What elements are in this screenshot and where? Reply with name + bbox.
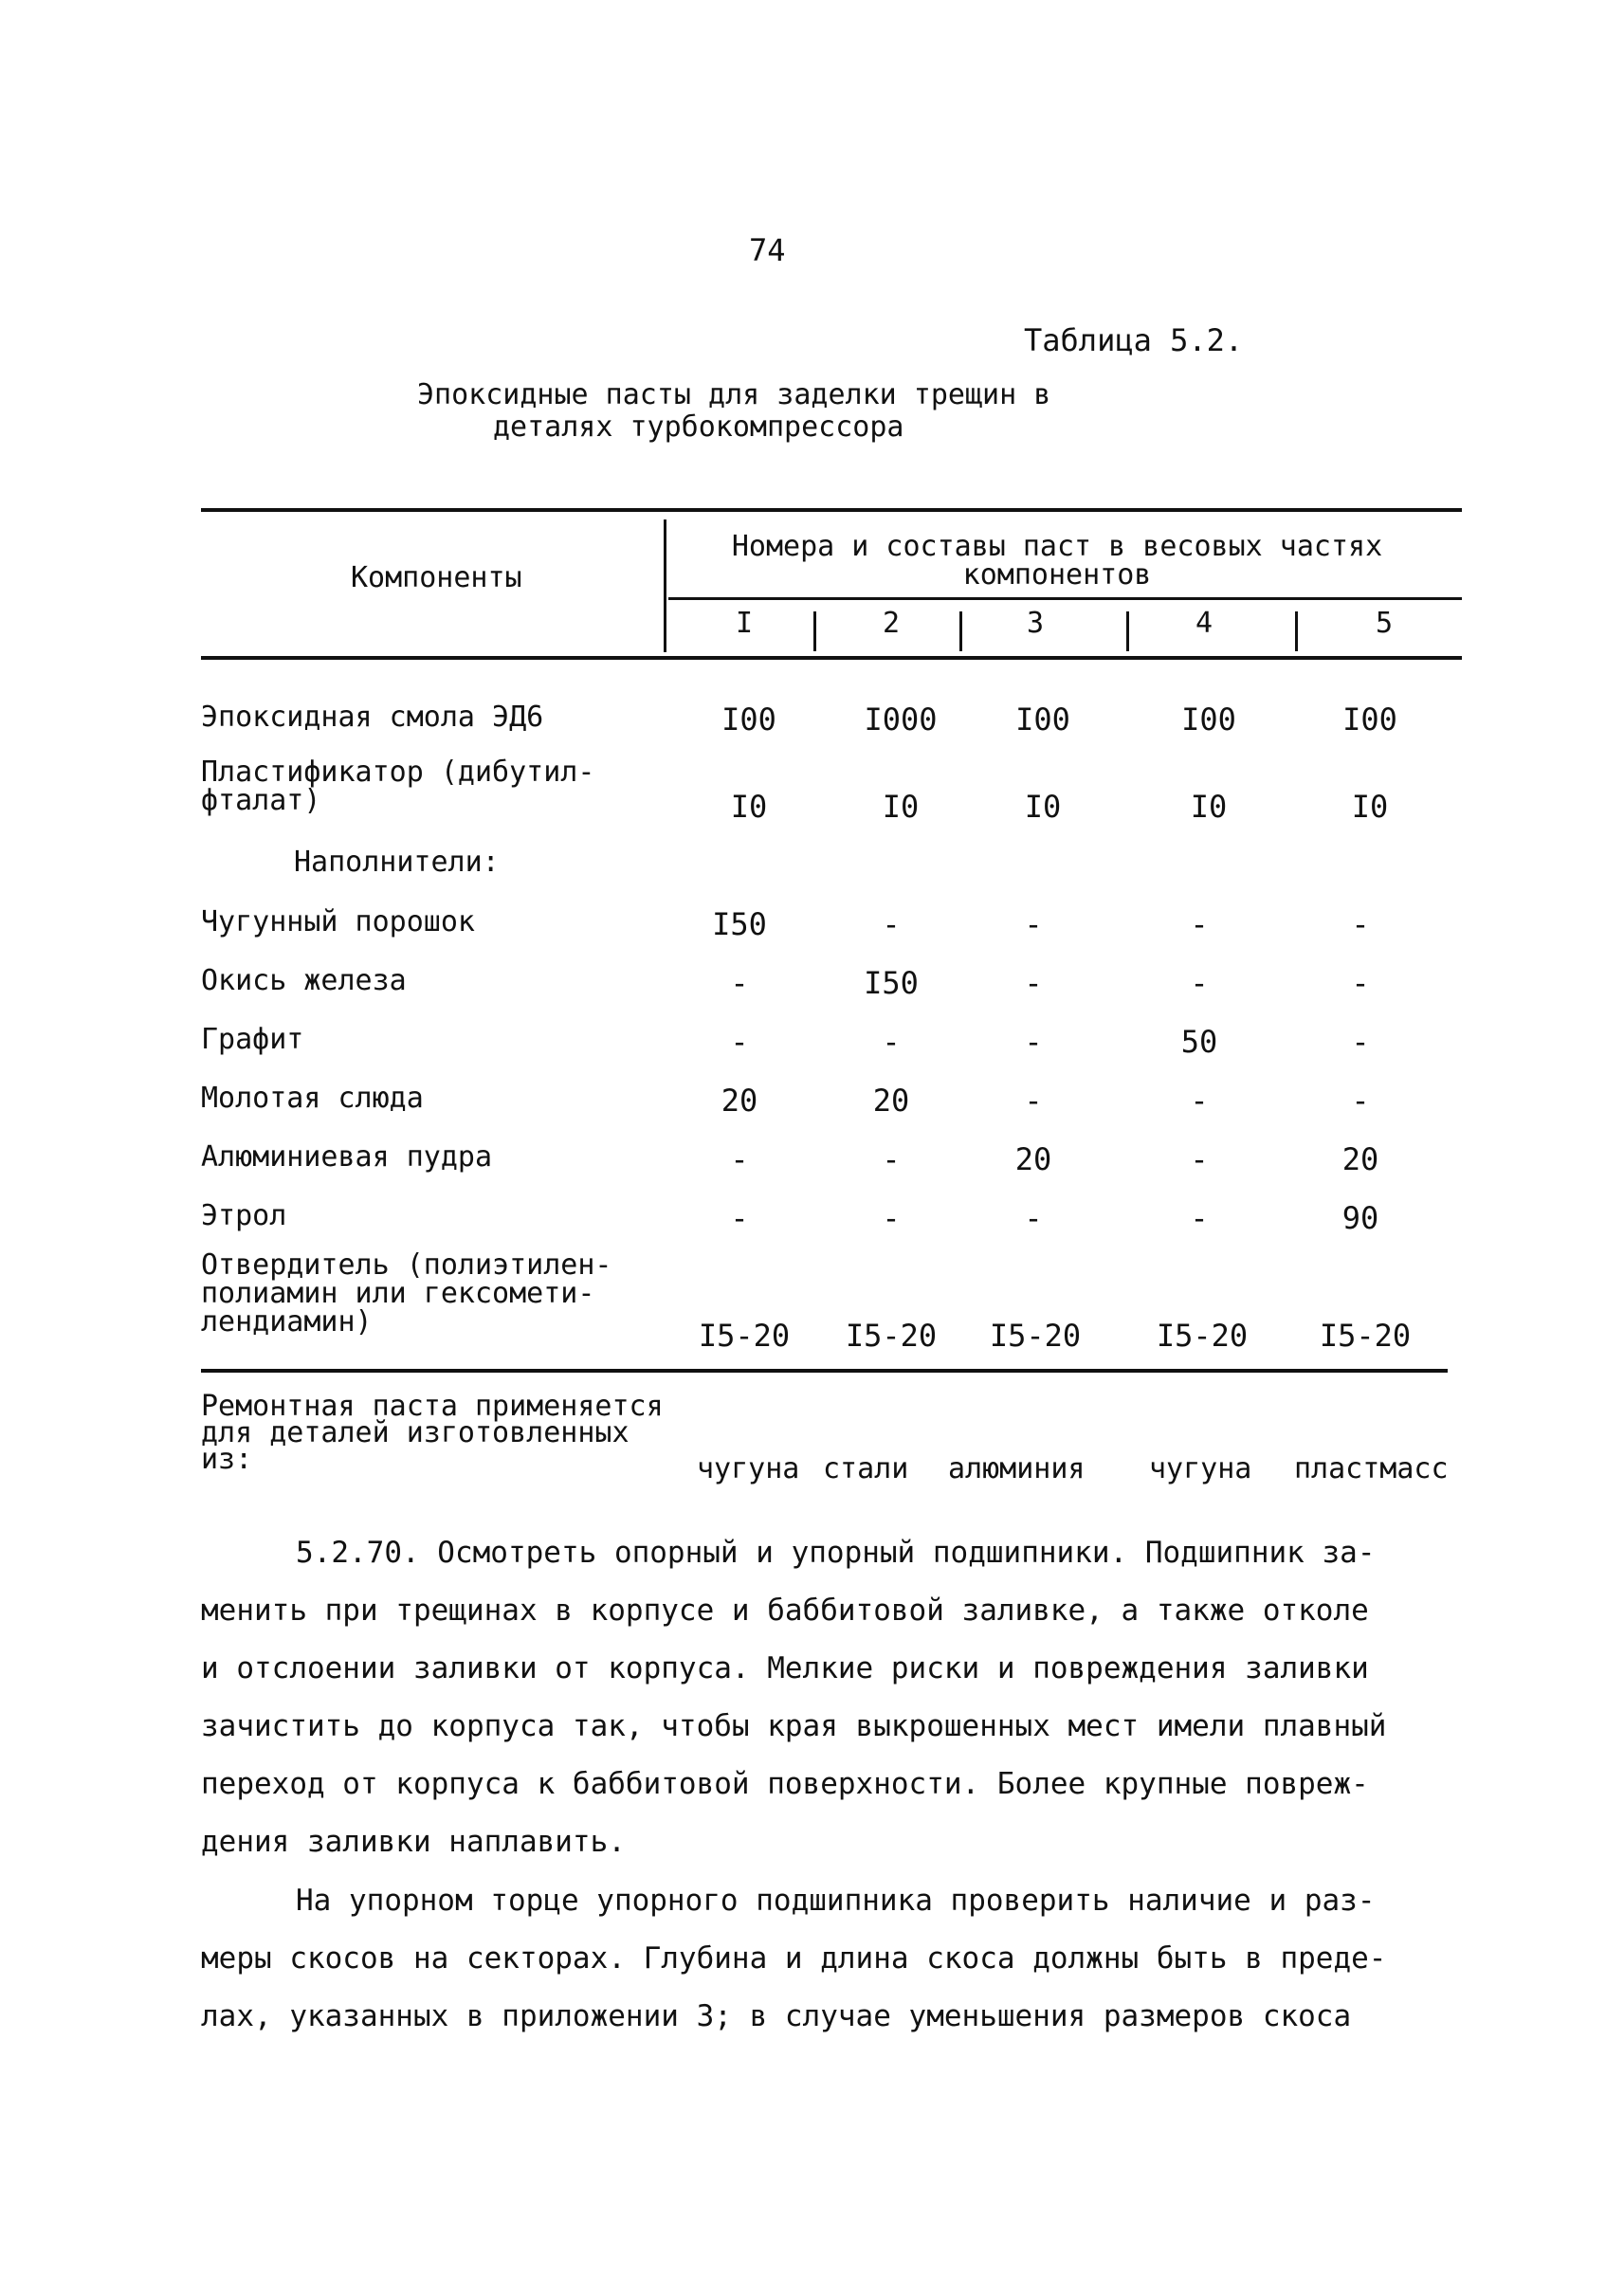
table-caption — [417, 379, 1050, 444]
column-divider — [1126, 611, 1129, 651]
row-label-ground-mica: Молотая слюда — [201, 1082, 424, 1115]
caption-line-2: деталях турбокомпрессора — [493, 410, 904, 444]
cell: I000 — [864, 701, 938, 738]
cell: - — [1351, 965, 1370, 1001]
column-divider — [959, 611, 962, 651]
row-label-aluminium-powder: Алюминиевая пудра — [201, 1140, 493, 1174]
material-4: чугуна — [1149, 1452, 1252, 1485]
column-divider — [1295, 611, 1298, 651]
material-3: алюминия — [948, 1452, 1086, 1485]
cell: 20 — [872, 1083, 910, 1119]
page-number: 74 — [749, 232, 786, 268]
row-label-etrol: Этрол — [201, 1199, 287, 1232]
cell: - — [1024, 906, 1043, 942]
material-2: стали — [823, 1452, 909, 1485]
cell: - — [730, 1200, 749, 1236]
cell: - — [1190, 1083, 1209, 1119]
cell: - — [882, 1200, 901, 1236]
cell: - — [882, 1141, 901, 1177]
cell: I00 — [1181, 701, 1236, 738]
cell: - — [1190, 1141, 1209, 1177]
cell: I0 — [882, 789, 920, 825]
header-vertical-divider — [664, 519, 666, 652]
repair-paste-note: Ремонтная паста применяется для деталей изготовленных из: — [201, 1390, 664, 1476]
header-bottom-rule — [201, 656, 1462, 660]
cell: - — [1190, 906, 1209, 942]
cell: I00 — [721, 701, 776, 738]
table-label: Таблица 5.2. — [1024, 322, 1244, 358]
cell: I0 — [1351, 789, 1389, 825]
row-label-plasticizer: Пластификатор (дибутил- фталат) — [201, 756, 595, 817]
cell: - — [1024, 1083, 1043, 1119]
cell: I5-20 — [845, 1318, 938, 1354]
cell: - — [882, 1024, 901, 1060]
cell: 50 — [1180, 1024, 1218, 1060]
table-top-rule — [201, 508, 1462, 512]
table-bottom-rule — [201, 1369, 1448, 1373]
cell: - — [730, 965, 749, 1001]
column-number-3: 3 — [1026, 607, 1045, 640]
cell: I5-20 — [1319, 1318, 1412, 1354]
cell: - — [1351, 1083, 1370, 1119]
cell: - — [1024, 1200, 1043, 1236]
cell: I50 — [712, 906, 767, 942]
cell: I0 — [1024, 789, 1062, 825]
cell: - — [1024, 1024, 1043, 1060]
row-label-fillers: Наполнители: — [294, 846, 500, 879]
row-label-cast-iron-powder: Чугунный порошок — [201, 905, 475, 938]
cell: - — [730, 1024, 749, 1060]
cell: - — [882, 906, 901, 942]
cell: - — [1351, 906, 1370, 942]
column-number-5: 5 — [1375, 607, 1394, 640]
paragraph-5-2-70: 5.2.70. Осмотреть опорный и упорный подшипники. Подшипник за- менить при трещинах в корпусе и баббитовой заливке, а также отколе и отслоении заливки от корпуса. Мелкие риски и повреждения заливки зачистить до корпуса так, чтобы края выкрошенных мест имели плавный переход от корпуса к баббитовой поверхности. Более крупные повреж- дения заливки наплавить. — [201, 1536, 1387, 1859]
material-1: чугуна — [697, 1452, 800, 1485]
paragraph-thrust-bearing: На упорном торце упорного подшипника проверить наличие и раз- меры скосов на секторах. Глубина и длина скоса должны быть в преде- лах, указанных в приложении 3; в случае уменьшения размеров скоса — [201, 1884, 1387, 2033]
cell: - — [730, 1141, 749, 1177]
pastes-group-header: Номера и составы паст в весовых частях компонентов — [731, 530, 1383, 592]
cell: I0 — [1190, 789, 1228, 825]
cell: 20 — [1014, 1141, 1052, 1177]
row-label-epoxy-resin: Эпоксидная смола ЭД6 — [201, 701, 544, 734]
row-label-iron-oxide: Окись железа — [201, 964, 407, 997]
material-5: пластмасс — [1294, 1452, 1449, 1485]
components-header: Компоненты — [351, 561, 522, 594]
column-number-2: 2 — [882, 607, 901, 640]
cell: I0 — [730, 789, 768, 825]
cell: I5-20 — [1156, 1318, 1249, 1354]
column-number-4: 4 — [1195, 607, 1213, 640]
row-label-hardener: Отвердитель (полиэтилен- полиамин или гексомети- лендиамин) — [201, 1248, 612, 1339]
cell: I5-20 — [698, 1318, 791, 1354]
caption-line-1: Эпоксидные пасты для заделки трещин в — [417, 378, 1051, 411]
cell: I00 — [1342, 701, 1397, 738]
cell: 20 — [721, 1083, 758, 1119]
header-sub-rule — [668, 597, 1462, 600]
column-divider — [813, 611, 816, 651]
column-number-1: I — [735, 607, 754, 640]
cell: - — [1190, 1200, 1209, 1236]
cell: 20 — [1341, 1141, 1379, 1177]
cell: I00 — [1015, 701, 1070, 738]
row-label-graphite: Графит — [201, 1023, 304, 1056]
cell: - — [1190, 965, 1209, 1001]
cell: 90 — [1341, 1200, 1379, 1236]
cell: I50 — [864, 965, 919, 1001]
cell: - — [1351, 1024, 1370, 1060]
cell: I5-20 — [989, 1318, 1082, 1354]
cell: - — [1024, 965, 1043, 1001]
